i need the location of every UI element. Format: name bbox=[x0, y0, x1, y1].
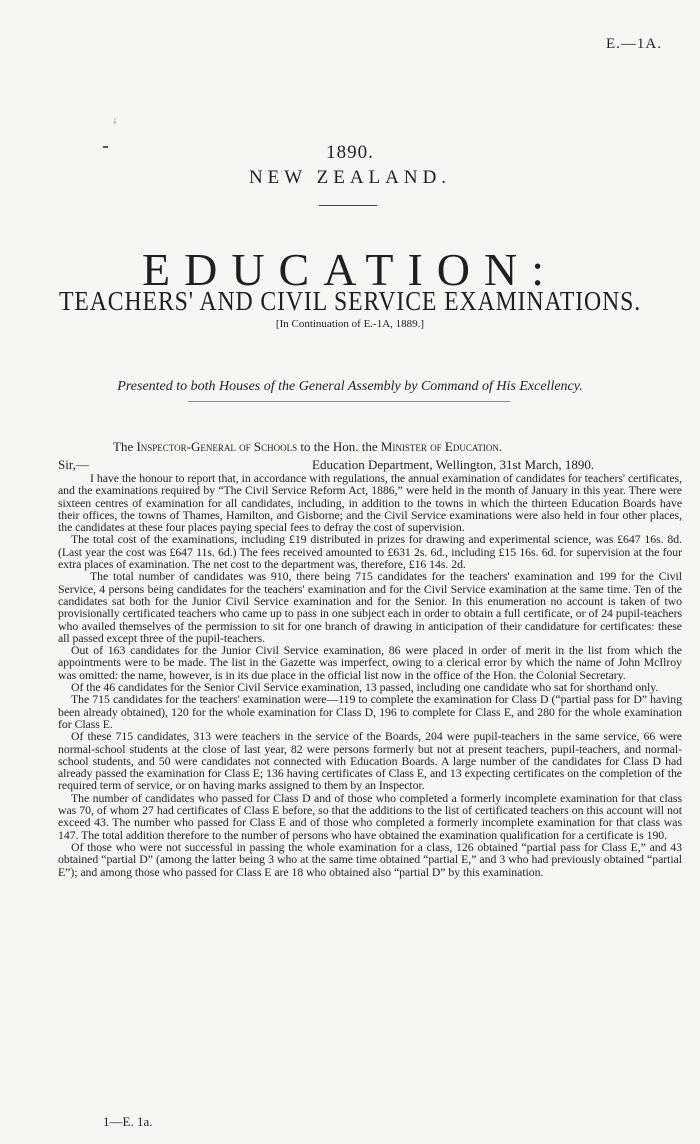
dateline: Education Department, Wellington, 31st March, 1890. bbox=[312, 457, 595, 472]
sub-title: TEACHERS' AND CIVIL SERVICE EXAMINATIONS. bbox=[58, 286, 642, 316]
country-title: NEW ZEALAND. bbox=[248, 167, 452, 188]
margin-mark: ⸸ bbox=[113, 117, 117, 126]
heading-end: . bbox=[498, 439, 503, 454]
paragraph: Of the 46 candidates for the Senior Civil Service examination, 13 passed, including one candidate who sat for shorthand only. bbox=[71, 680, 659, 695]
paragraph: The total number of candidates was 910, there being 715 candidates for the teachers' examination and 199 for the Civil Service, 4 persons being candidates for the teachers' examination and for the Civil Service examination at the same time. Ten of the candidates sat both for the Junior Civil Service examination and for the Senior. In this enumeration no account is taken of two provisionally certificated teachers who came up to pass in one subject each in order to obtain a full certificate, or of 24 pupil-teachers who availed themselves of the permission to sit for one branch of drawing in anticipation of their candidature for certificates: these all passed except three of the pupil-teachers. bbox=[58, 569, 682, 645]
page-reference: E.—1A. bbox=[606, 36, 662, 52]
heading-mid: to the Hon. the bbox=[297, 439, 381, 454]
continuation-note: [In Continuation of E.-1A, 1889.] bbox=[275, 318, 425, 330]
paragraph: The number of candidates who passed for Class D and of those who completed a formerly incomplete examination for that class was 70, of whom 27 had certificates of Class E before, so that the additions to the list of certificated teachers on this account will not exceed 43. The number who passed for Class E and of those who completed a formerly incomplete examination for that class was 147. The total addition therefore to the number of persons who have obtained the examination qualification for a certificate is 190. bbox=[58, 790, 682, 842]
paragraph: The total cost of the examinations, including £19 distributed in prizes for drawing and experimental science, was £647 16s. 8d. (Last year the cost was £647 11s. 6d.) The fees received amounted to £631 2s. 6d., including £15 16s. 6d. for supervision at the four extra places of examination. The net cost to the department was, therefore, £16 14s. 2d. bbox=[58, 532, 682, 572]
letter-body bbox=[58, 472, 682, 878]
title-divider bbox=[319, 205, 377, 206]
footer-signature: 1—E. 1a. bbox=[103, 1114, 153, 1129]
main-title: EDUCATION: bbox=[142, 244, 558, 295]
paragraph: Of those who were not successful in passing the whole examination for a class, 126 obtained “partial pass for Class E,” and 43 obtained “partial D” (among the latter being 3 who at the same time obtained “partial E,” and 3 who had previously obtained “partial E”); and among those who passed for Class E are 18 who obtained also “partial D” by this examination. bbox=[58, 839, 682, 879]
presented-line: Presented to both Houses of the General Assembly by Command of His Excellency. bbox=[117, 379, 583, 394]
paragraph: I have the honour to report that, in accordance with regulations, the annual examination of candidates for teachers' certificates, and the examinations required by “The Civil Service Reform Act, 1886,” were held in the month of January in this year. There were sixteen centres of examination for all candidates, including, in addition to the towns in which the thirteen Education Boards have their offices, the towns of Thames, Hamilton, and Gisborne; and the Civil Service examinations were also held in four other places, the candidates at these four places paying special fees to defray the cost of supervision. bbox=[58, 471, 682, 535]
heading-prefix: The bbox=[113, 439, 137, 454]
year: 1890. bbox=[326, 142, 374, 163]
letter-heading bbox=[113, 439, 502, 455]
heading-from: Inspector-General of Schools bbox=[136, 439, 298, 454]
presented-divider bbox=[188, 401, 510, 402]
paragraph: Of these 715 candidates, 313 were teachers in the service of the Boards, 204 were pupil-teachers in the same service, 66 were normal-school students at the close of last year, 82 were persons formerly but not at present teachers, pupil-teachers, and normal-school students, and 50 were candidates not connected with Education Boards. A large number of the candidates for Class D had already passed the examination for Class E; 136 having certificates of Class E, and 13 expecting certificates on the completion of the required term of service, or on having marks assigned to them by an Inspector. bbox=[58, 729, 682, 793]
heading-to: Minister of Education bbox=[380, 439, 499, 454]
paragraph: Out of 163 candidates for the Junior Civil Service examination, 86 were placed in order of merit in the list from which the appointments were to be made. The list in the Gazette was imperfect, owing to a clerical error by which the name of John McIlroy was omitted: the name, however, is in its due place in the official list now in the office of the Hon. the Colonial Secretary. bbox=[58, 643, 682, 682]
salutation: Sir,— bbox=[58, 457, 89, 472]
paragraph: The 715 candidates for the teachers' examination were—119 to complete the examination for Class D (“partial pass for D” having been already obtained), 120 for the whole examination for Class D, 196 to complete for Class E, and 280 for the whole examination for Class E. bbox=[58, 692, 682, 731]
